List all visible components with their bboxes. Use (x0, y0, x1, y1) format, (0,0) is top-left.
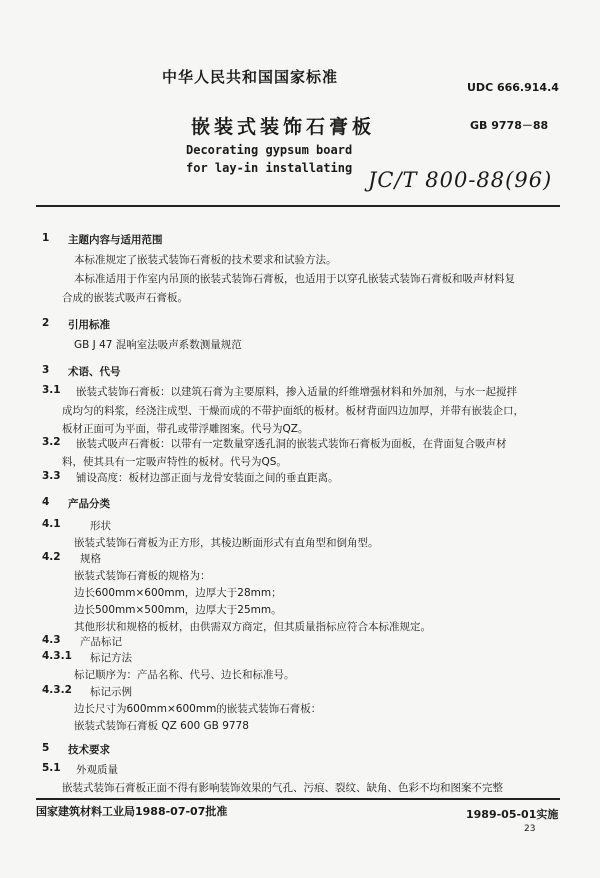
body-text-line: 嵌装式装饰石膏板 QZ 600 GB 9778 (74, 720, 249, 732)
english-title-line-1: Decorating gypsum board (186, 143, 353, 157)
section-heading: 外观质量 (76, 764, 118, 776)
section-number: 4.3.1 (42, 650, 72, 662)
body-text-line: 嵌装式装饰石膏板为正方形，其棱边断面形式有直角型和倒角型。 (74, 537, 379, 549)
body-text-line: GB J 47 混响室法吸声系数测量规范 (74, 339, 242, 351)
section-number: 3.2 (42, 436, 61, 448)
body-text-line: 嵌装式装饰石膏板的规格为： (74, 570, 211, 582)
section-number: 4.1 (42, 518, 61, 530)
body-text-line: 嵌装式装饰石膏板正面不得有影响装饰效果的气孔、污痕、裂纹、缺角、色彩不均和图案不完整 (62, 782, 503, 794)
body-text-line: 标记顺序为：产品名称、代号、边长和标准号。 (74, 669, 295, 681)
section-heading: 形状 (90, 520, 111, 532)
section-number: 4 (42, 496, 50, 508)
body-text-line: 料，使其具有一定吸声特性的板材。代号为QS。 (62, 456, 287, 468)
body-text-line: 本标准适用于作室内吊顶的嵌装式装饰石膏板，也适用于以穿孔嵌装式装饰石膏板和吸声材料复 (74, 273, 515, 285)
section-heading: 嵌装式装饰石膏板：以建筑石膏为主要原料，掺入适量的纤维增强材料和外加剂，与水一起搅拌 (76, 386, 517, 398)
section-number: 1 (42, 232, 50, 244)
approval-date: 国家建筑材料工业局1988-07-07批准 (36, 805, 228, 818)
section-heading: 嵌装式吸声石膏板：以带有一定数量穿透孔洞的嵌装式装饰石膏板为面板，在背面复合吸声材 (76, 438, 507, 450)
section-heading: 术语、代号 (68, 366, 121, 378)
section-heading: 规格 (80, 553, 101, 565)
udc-code: UDC 666.914.4 (467, 81, 559, 94)
header-rule (36, 205, 560, 207)
body-text-line: 合成的嵌装式吸声石膏板。 (62, 292, 188, 304)
english-title-line-2: for lay-in installating (186, 161, 353, 175)
body-text-line: 本标准规定了嵌装式装饰石膏板的技术要求和试验方法。 (74, 254, 337, 266)
section-heading: 标记方法 (90, 652, 132, 664)
body-text-line: 边长尺寸为600mm×600mm的嵌装式装饰石膏板： (74, 703, 322, 715)
section-heading: 技术要求 (68, 744, 110, 756)
document-title: 嵌装式装饰石膏板 (191, 116, 376, 138)
section-number: 4.3.2 (42, 684, 72, 696)
section-heading: 产品标记 (80, 636, 122, 648)
section-number: 5 (42, 742, 50, 754)
section-heading: 标记示例 (90, 686, 132, 698)
body-text-line: 边长600mm×600mm，边厚大于28mm； (74, 587, 282, 599)
section-number: 3 (42, 364, 50, 376)
section-heading: 铺设高度：板材边部正面与龙骨安装面之间的垂直距离。 (76, 472, 339, 484)
effective-date: 1989-05-01实施 (466, 808, 559, 821)
section-heading: 引用标准 (68, 319, 110, 331)
section-number: 3.1 (42, 384, 61, 396)
section-number: 2 (42, 317, 50, 329)
section-number: 4.3 (42, 634, 61, 646)
section-number: 4.2 (42, 551, 61, 563)
body-text-line: 板材正面可为平面，带孔或带浮雕图案。代号为QZ。 (62, 423, 309, 435)
body-text-line: 其他形状和规格的板材，由供需双方商定，但其质量指标应符合本标准规定。 (74, 621, 431, 633)
section-heading: 产品分类 (68, 498, 110, 510)
section-number: 3.3 (42, 470, 61, 482)
page-number: 23 (524, 824, 536, 834)
body-text-line: 成均匀的料浆，经浇注成型、干燥而成的不带护面纸的板材。板材背面四边加厚，并带有嵌装企口， (62, 405, 524, 417)
footer-rule (36, 798, 560, 800)
gb-number: GB 9778－88 (470, 119, 549, 132)
handwritten-note: JC/T 800-88(96) (368, 168, 553, 192)
section-heading: 主题内容与适用范围 (68, 234, 163, 246)
standard-org-header: 中华人民共和国国家标准 (162, 68, 339, 86)
body-text-line: 边长500mm×500mm，边厚大于25mm。 (74, 604, 282, 616)
section-number: 5.1 (42, 762, 61, 774)
